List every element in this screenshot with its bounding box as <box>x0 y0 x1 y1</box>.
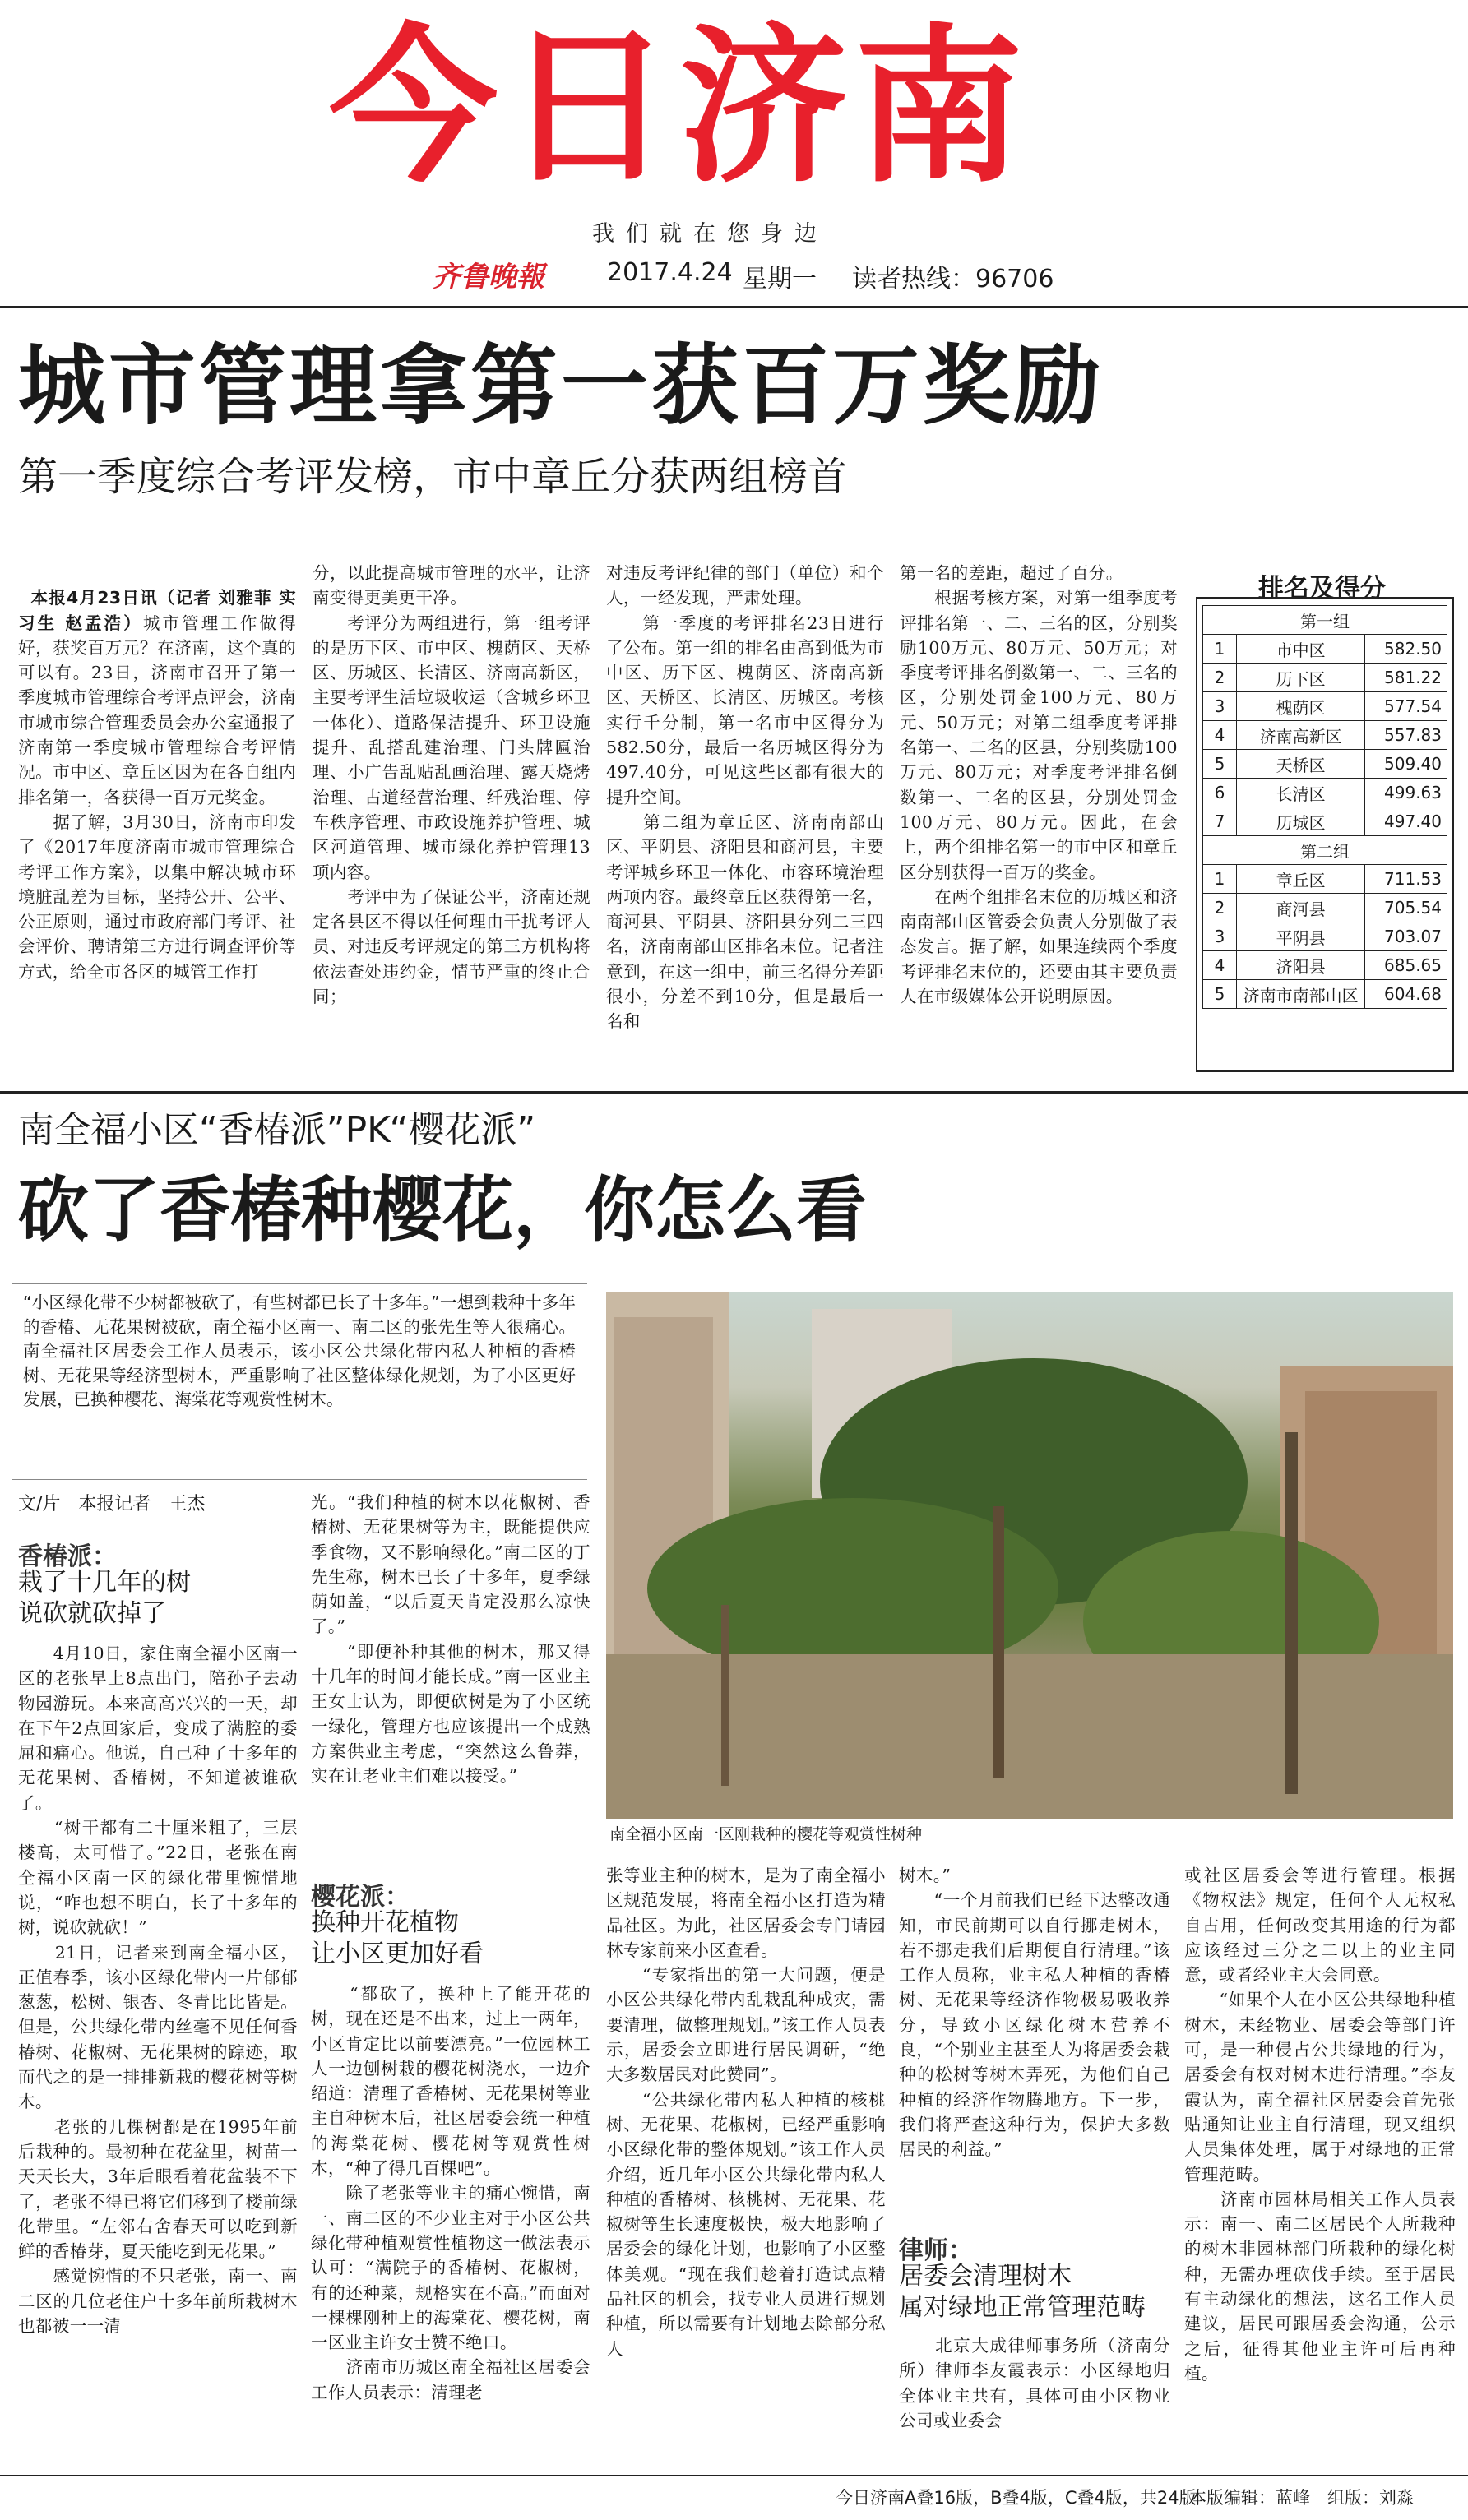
ranking-score: 581.22 <box>1365 664 1447 692</box>
ranking-row <box>1203 894 1447 922</box>
ranking-group-label <box>1203 606 1447 635</box>
ranking-rank: 4 <box>1203 951 1237 980</box>
issue-weekday: 星期一 <box>743 265 817 294</box>
masthead-divider <box>0 306 1468 308</box>
ranking-area: 济阳县 <box>1236 951 1364 980</box>
story1-lead: 本报4月23日讯（记者 刘雅菲 实习生 赵孟浩） <box>18 588 296 633</box>
ranking-row <box>1203 779 1447 807</box>
cherry-tree-photo <box>606 1292 1453 1819</box>
footer-editions: 今日济南A叠16版，B叠4版，C叠4版，共24版 <box>836 2488 1197 2508</box>
section-tag-2: 樱花派： <box>311 1883 410 1912</box>
story1-column-1-text: 城市管理工作做得好，获奖百万元？在济南，这个真的可以有。23日，济南市召开了第一季度城市管理综合考评点评会，济南市城市综合管理委员会办公室通报了济南第一季度城市管理综合考评情况。市中区、章丘区因为在各自组内排名第一，各获得一百万元奖金。 据了解，3月30日，济南市印发了《2017年度济南市城市管理综合考评工作方案》，以集中解决城市环境脏乱差为目标，坚持公开、公平、公正原则，通过市政府部门考评、社会评价、聘请第三方进行调查评价等方式，给全市各区的城管工作打 <box>18 613 296 982</box>
section-title-1: 栽了十几年的树 说砍就砍掉了 <box>18 1568 191 1628</box>
ranking-area: 商河县 <box>1236 894 1364 922</box>
ranking-score: 497.40 <box>1365 807 1447 836</box>
ranking-score: 499.63 <box>1365 779 1447 807</box>
ranking-score: 509.40 <box>1365 750 1447 779</box>
ranking-table <box>1202 605 1447 1009</box>
section-title-2: 换种开花植物 让小区更加好看 <box>311 1908 484 1968</box>
story1-column-4: 第一名的差距，超过了百分。 根据考核方案，对第一组季度考评排名第一、二、三名的区，分别奖励100万元、80万元、50万元；对季度考评排名倒数第一、二、三名的区，分别处罚金100万元、80万元、50万元；对第二组季度考评排名第一、二名的区县，分别奖励100万元、80万元；对季度考评排名倒数第一、二名的区县，分别处罚金100万元、80万元。因此，在会上，两个组排名第一的市中区和章丘区分别获得一百万的奖金。 在两个组排名末位的历城区和济南南部山区管委会负责人分别做了表态发言。据了解，如果连续两个季度考评排名末位的，还要由其主要负责人在市级媒体公开说明原因。 <box>900 563 1178 1007</box>
ranking-area: 济南高新区 <box>1236 721 1364 750</box>
story1-column-3: 对违反考评纪律的部门（单位）和个人，一经发现，严肃处理。 第一季度的考评排名23日进行了公布。第一组的排名由高到低为市中区、历下区、槐荫区、济南高新区、天桥区、长清区、历城区。考核实行千分制，第一名市中区得分为582.50分，最后一名历城区得分为497.40分，可见这些区都有很大的提升空间。 第二组为章丘区、济南南部山区、平阴县、济阳县和商河县，主要考评城乡环卫一体化、市容环境治理两项内容。最终章丘区获得第一名，商河县、平阴县、济阳县分列二三四名，济南南部山区排名末位。记者注意到，在这一组中，前三名得分差距很小，分差不到10分，但是最后一名和 <box>606 563 884 1032</box>
ranking-group-cell: 第二组 <box>1203 836 1447 865</box>
ranking-area: 历城区 <box>1236 807 1364 836</box>
ranking-rank: 4 <box>1203 721 1237 750</box>
section-divider <box>0 1091 1468 1094</box>
ranking-score: 557.83 <box>1365 721 1447 750</box>
ranking-group-label <box>1203 836 1447 865</box>
story1-subhead: 第一季度综合考评发榜，市中章丘分获两组榜首 <box>18 454 848 500</box>
ranking-row <box>1203 807 1447 836</box>
ranking-row <box>1203 750 1447 779</box>
ranking-area: 济南市南部山区 <box>1236 980 1364 1009</box>
ranking-rank: 3 <box>1203 692 1237 721</box>
ranking-score: 711.53 <box>1365 865 1447 894</box>
story2-byline: 文/片 本报记者 王杰 <box>18 1494 206 1514</box>
ranking-score: 577.54 <box>1365 692 1447 721</box>
ranking-row <box>1203 980 1447 1009</box>
ranking-row <box>1203 692 1447 721</box>
photo-illustration <box>606 1292 1453 1819</box>
ranking-row <box>1203 721 1447 750</box>
ranking-row <box>1203 664 1447 692</box>
section-tag-1: 香椿派： <box>18 1542 117 1571</box>
ranking-rank: 5 <box>1203 980 1237 1009</box>
story2-headline: 砍了香椿种樱花，你怎么看 <box>18 1169 867 1251</box>
reader-hotline: 读者热线：96706 <box>852 265 1054 294</box>
ranking-title: 排名及得分 <box>1258 574 1386 603</box>
photo-caption: 南全福小区南一区刚栽种的樱花等观赏性树种 <box>609 1825 923 1843</box>
ranking-area: 平阴县 <box>1236 922 1364 951</box>
ranking-area: 槐荫区 <box>1236 692 1364 721</box>
ranking-rank: 7 <box>1203 807 1237 836</box>
story2-column-3: 张等业主种的树木，是为了南全福小区规范发展，将南全福小区打造为精品社区。为此，社区居委会专门请园林专家前来小区查看。 “专家指出的第一大问题，便是小区公共绿化带内乱栽乱种成灾，需要清理，做整理规划。”该工作人员表示，居委会立即进行居民调研，“绝大多数居民对此赞同”。 “公共绿化带内私人种植的核桃树、无花果、花椒树，已经严重影响小区绿化带的整体规划。”该工作人员介绍，近几年小区公共绿化带内私人种植的香椿树、核桃树、无花果、花椒树等生长速度极快，极大地影响了居委会的绿化计划，也影响了小区整体美观。“现在我们趁着打造试点精品社区的机会，找专业人员进行规划种植，所以需要有计划地去除部分私人 <box>606 1866 886 2359</box>
story2-column-4: 树木。” “一个月前我们已经下达整改通知，市民前期可以自行挪走树木，若不挪走我们后期便自行清理。”该工作人员称，业主私人种植的香椿树、无花果等经济作物极易吸收养分，导致小区绿化树木营养不良，“个别业主甚至人为将居委会栽种的松树等树木弄死，为他们自己种植的经济作物腾地方。下一步，我们将严查这种行为，保护大多数居民的利益。” <box>899 1866 1170 2160</box>
ranking-rank: 2 <box>1203 664 1237 692</box>
ranking-area: 长清区 <box>1236 779 1364 807</box>
footer-divider <box>0 2475 1468 2476</box>
ranking-score: 703.07 <box>1365 922 1447 951</box>
ranking-score: 604.68 <box>1365 980 1447 1009</box>
story1-column-1 <box>18 561 296 1083</box>
ranking-rank: 1 <box>1203 635 1237 664</box>
publisher-logo: 齐鲁晚報 <box>433 261 544 294</box>
ranking-row <box>1203 951 1447 980</box>
ranking-score: 705.54 <box>1365 894 1447 922</box>
ranking-rank: 5 <box>1203 750 1237 779</box>
story2-column-4b: 北京大成律师事务所（济南分所）律师李友霞表示：小区绿地归全体业主共有，具体可由小区物业公司或业委会 <box>899 2336 1170 2430</box>
ranking-rank: 1 <box>1203 865 1237 894</box>
ranking-score: 685.65 <box>1365 951 1447 980</box>
story1-column-2: 分，以此提高城市管理的水平，让济南变得更美更干净。 考评分为两组进行，第一组考评的是历下区、市中区、槐荫区、天桥区、历城区、长清区、济南高新区，主要考评生活垃圾收运（含城乡环卫一体化）、道路保洁提升、环卫设施提升、乱搭乱建治理、门头牌匾治理、小广告乱贴乱画治理、露天烧烤治理、占道经营治理、纤残治理、停车秩序管理、市政设施养护管理、城区河道管理、城市绿化养护管理13项内容。 考评中为了保证公平，济南还规定各县区不得以任何理由干扰考评人员、对违反考评规定的第三方机构将依法查处违约金，情节严重的终止合同； <box>313 563 590 1007</box>
ranking-area: 历下区 <box>1236 664 1364 692</box>
section-title-3: 居委会清理树木 属对绿地正常管理范畴 <box>899 2262 1146 2322</box>
story2-column-5: 或社区居委会等进行管理。根据《物权法》规定，任何个人无权私自占用，任何改变其用途的行为都应该经过三分之二以上的业主同意，或者经业主大会同意。 “如果个人在小区公共绿地种植树木，未经物业、居委会等部门许可，是一种侵占公共绿地的行为，居委会有权对树木进行清理。”李友霞认为，南全福社区居委会首先张贴通知让业主自行清理，现又组织人员集体处理，属于对绿地的正常管理范畴。 济南市园林局相关工作人员表示：南一、南二区居民个人所栽种的树木非园林部门所栽种的绿化树种，无需办理砍伐手续。至于居民有主动绿化的想法，这名工作人员建议，居民可跟居委会沟通，公示之后，征得其他业主许可后再种植。 <box>1184 1866 1456 2384</box>
footer-editor: 本版编辑：蓝峰 组版：刘淼 <box>1189 2488 1414 2508</box>
ranking-rank: 3 <box>1203 922 1237 951</box>
ranking-area: 章丘区 <box>1236 865 1364 894</box>
ranking-row <box>1203 635 1447 664</box>
ranking-group-cell: 第一组 <box>1203 606 1447 635</box>
story2-column-1: 4月10日，家住南全福小区南一区的老张早上8点出门，陪孙子去动物园游玩。本来高高兴兴的一天，却在下午2点回家后，变成了满腔的委屈和痛心。他说，自己种了十多年的无花果树、香椿树，不知道被谁砍了。 “树干都有二十厘米粗了，三层楼高，太可惜了。”22日，老张在南全福小区南一区的绿化带里惋惜地说，“咋也想不明白，长了十多年的树，说砍就砍！” 21日，记者来到南全福小区，正值春季，该小区绿化带内一片郁郁葱葱，松树、银杏、冬青比比皆是。但是，公共绿化带内丝毫不见任何香椿树、花椒树、无花果树的踪迹，取而代之的是一排排新栽的樱花树等树木。 老张的几棵树都是在1995年前后栽种的。最初种在花盆里，树苗一天天长大，3年后眼看着花盆装不下了，老张不得已将它们移到了楼前绿化带里。“左邻右舍春天可以吃到新鲜的香椿芽，夏天能吃到无花果。” 感觉惋惜的不只老张，南一、南二区的几位老住户十多年前所栽树木也都被一一清 <box>18 1644 298 2337</box>
story1-headline: 城市管理拿第一获百万奖励 <box>18 335 1104 437</box>
ranking-row <box>1203 922 1447 951</box>
masthead-title: 今日济南 <box>329 10 1030 206</box>
story2-intro-box <box>12 1283 587 1480</box>
ranking-area: 市中区 <box>1236 635 1364 664</box>
ranking-table-box <box>1196 597 1454 1072</box>
issue-date: 2017.4.24 <box>607 258 733 287</box>
ranking-row <box>1203 865 1447 894</box>
ranking-rank: 2 <box>1203 894 1237 922</box>
story2-column-2: 光。“我们种植的树木以花椒树、香椿树、无花果树等为主，既能提供应季食物，又不影响绿化。”南二区的丁先生称，树木已长了十多年，夏季绿荫如盖，“以后夏天肯定没那么凉快了。” “即便补种其他的树木，那又得十几年的时间才能长成。”南一区业主王女士认为，即便砍树是为了小区统一绿化，管理方也应该提出一个成熟方案供业主考虑，“突然这么鲁莽，实在让老业主们难以接受。” <box>311 1492 590 1787</box>
ranking-rank: 6 <box>1203 779 1237 807</box>
ranking-score: 582.50 <box>1365 635 1447 664</box>
masthead-slogan: 我们就在您身边 <box>592 221 828 247</box>
section-tag-3: 律师： <box>899 2236 973 2265</box>
story2-intro: “小区绿化带不少树都被砍了，有些树都已长了十多年。”一想到栽种十多年的香椿、无花果树被砍，南全福小区南一、南二区的张先生等人很痛心。南全福社区居委会工作人员表示，该小区公共绿化带内私人种植的香椿树、无花果等经济型树木，严重影响了社区整体绿化规划，为了小区更好发展，已换种樱花、海棠花等观赏性树木。 <box>23 1292 576 1409</box>
ranking-area: 天桥区 <box>1236 750 1364 779</box>
story2-column-2b: “都砍了，换种上了能开花的树，现在还是不出来，过上一两年，小区肯定比以前要漂亮。”一位园林工人一边刨树栽的樱花树浇水，一边介绍道：清理了香椿树、无花果树等业主自种树木后，社区居委会统一种植的海棠花树、樱花树等观赏性树木，“种了得几百棵吧”。 除了老张等业主的痛心惋惜，南一、南二区的不少业主对于小区公共绿化带种植观赏性植物这一做法表示认可：“满院子的香椿树、花椒树，有的还种菜，规格实在不高。”而面对一棵棵刚种上的海棠花、樱花树，南一区业主许女士赞不绝口。 济南市历城区南全福社区居委会工作人员表示：清理老 <box>311 1984 590 2402</box>
story2-kicker: 南全福小区“香椿派”PK“樱花派” <box>18 1109 536 1151</box>
